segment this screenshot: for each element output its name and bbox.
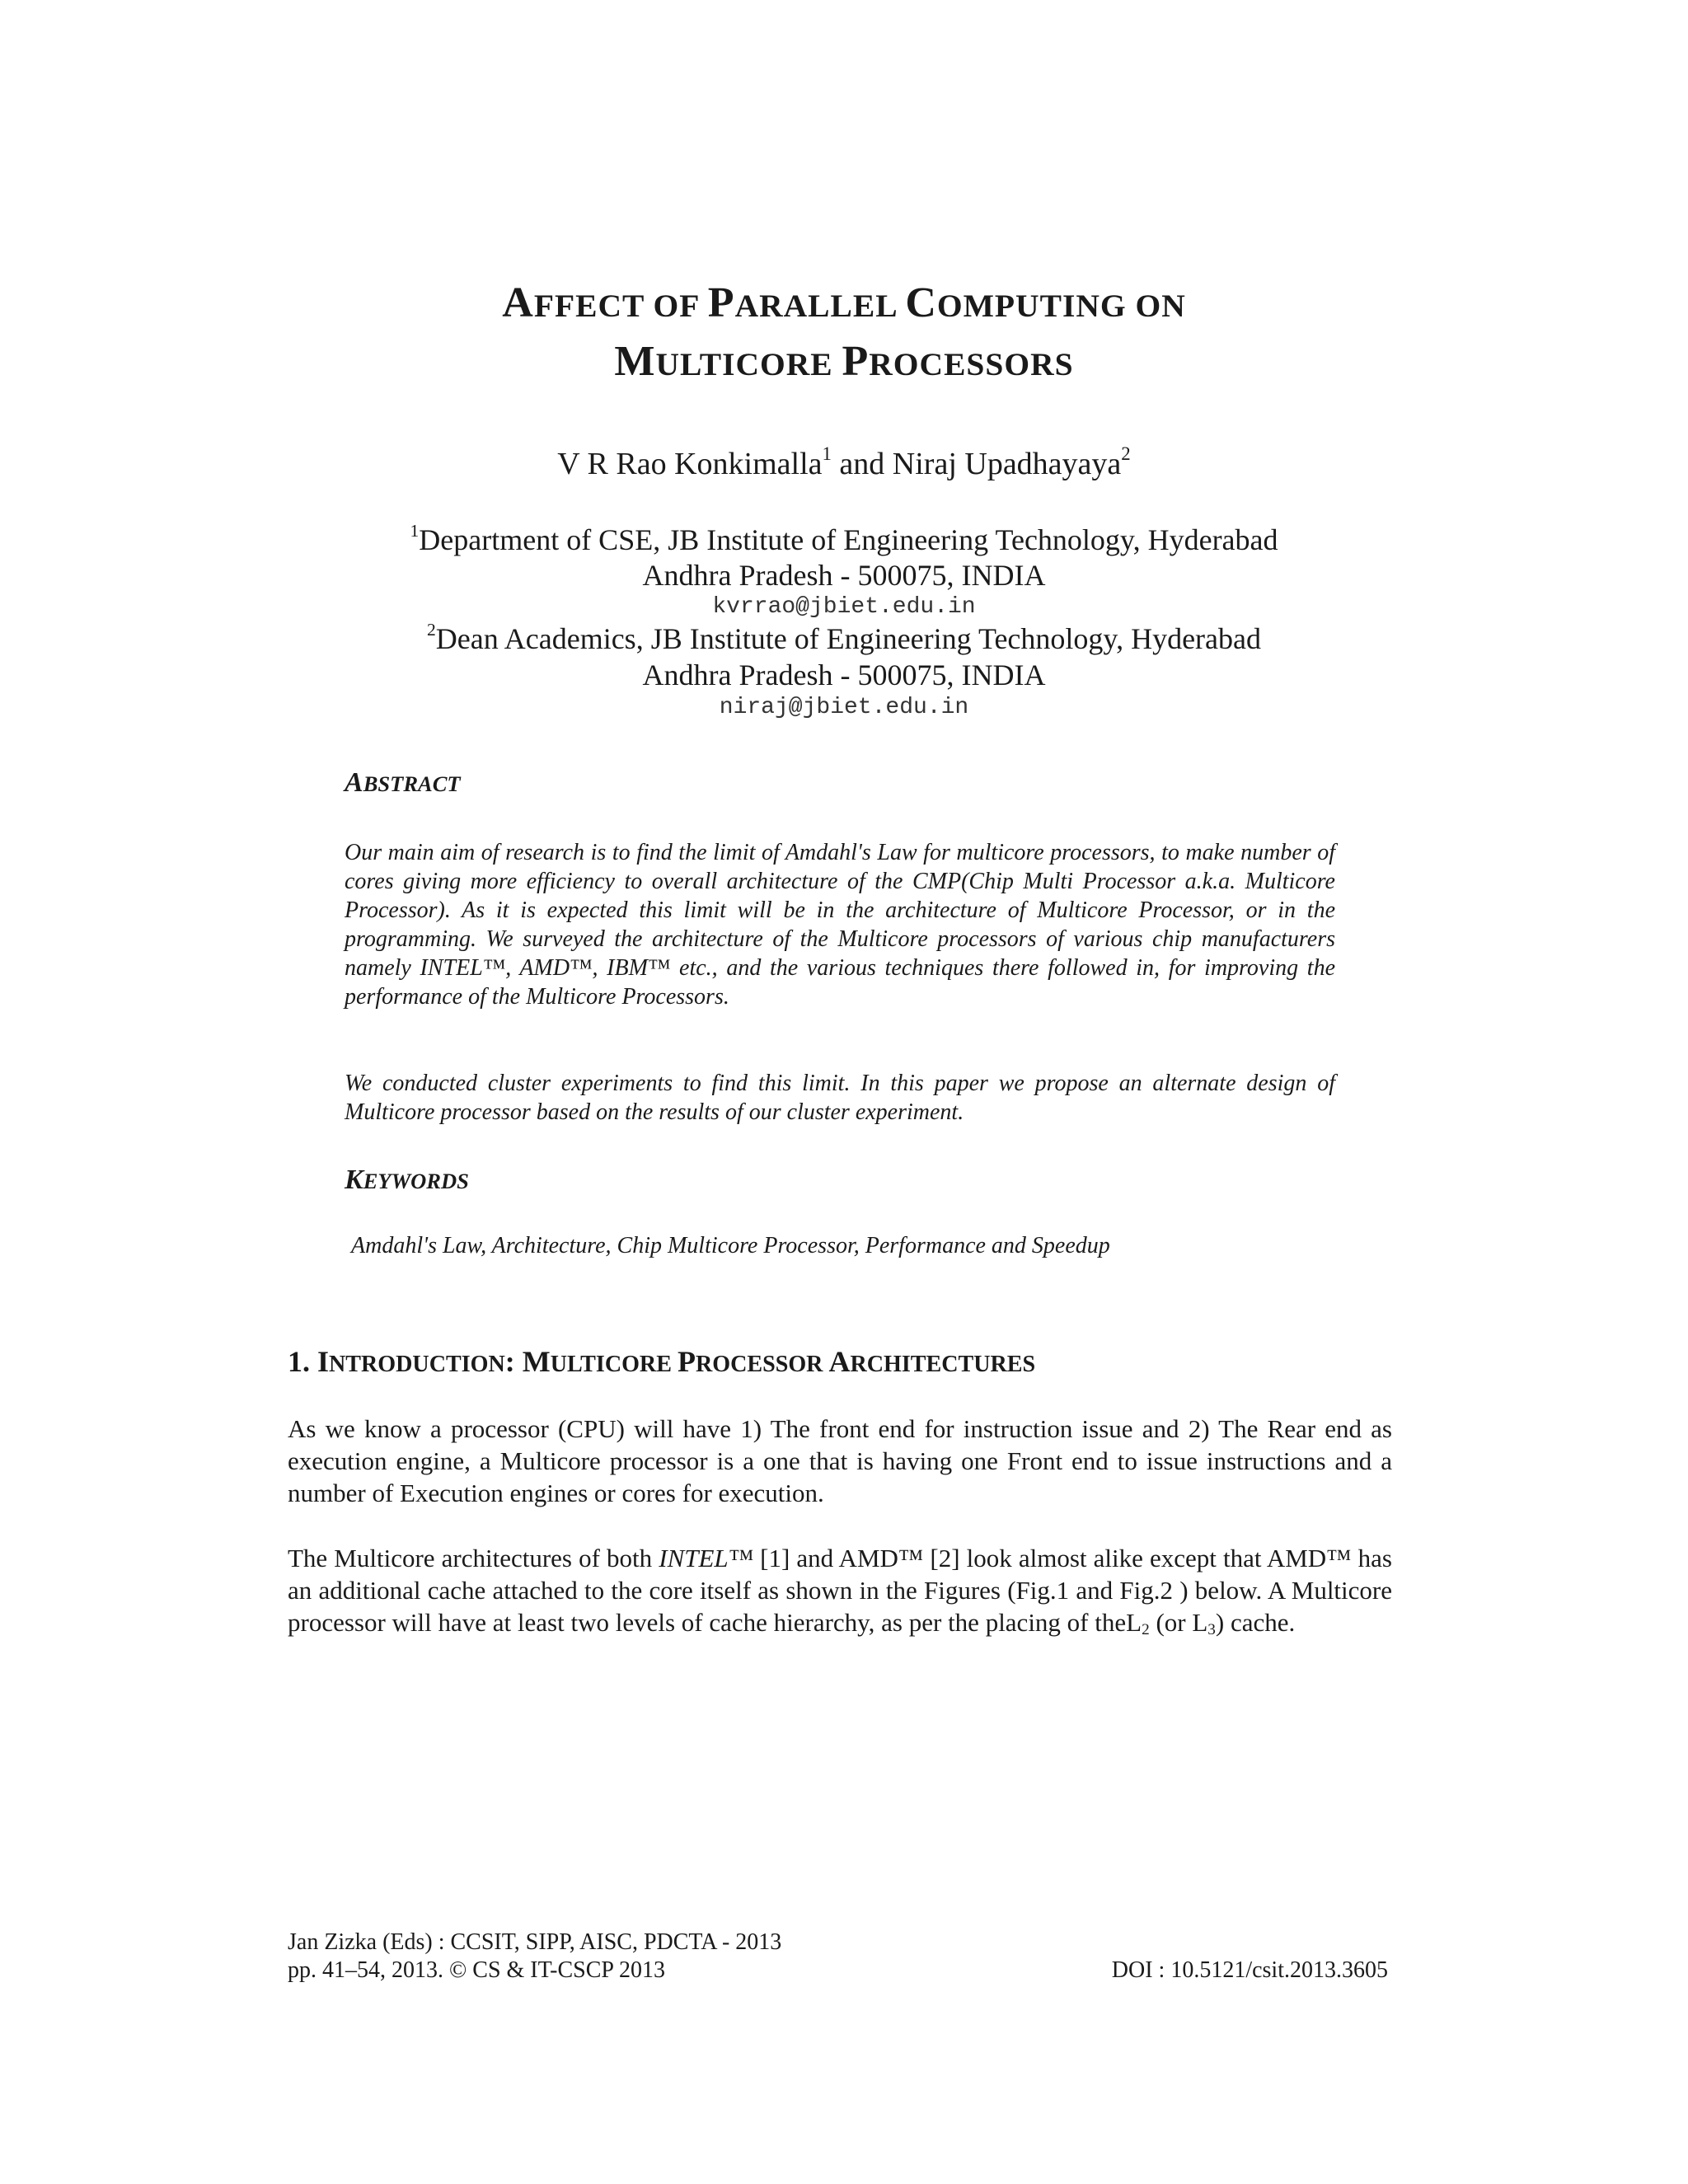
introduction-paragraph-1: As we know a processor (CPU) will have 1) The front end for instruction issue and 2) The Rear end as execution engine, a Multicore processor is a one that is having one Front end to issue instructions and a number of Execution engines or cores for execution. <box>288 1414 1392 1507</box>
abstract-paragraph-1: Our main aim of research is to find the limit of Amdahl's Law for multicore processors, to make number of cores giving more efficiency to overall architecture of the CMP(Chip Multi Processor a.k.a. Multicore Processor). As it is expected this limit will be in the architecture of Multicore Processor, or in the programming. We surveyed the architecture of the Multicore processors of various chip manufacturers namely INTEL™, AMD™, IBM™ etc., and the various techniques there followed in, for improving the performance of the Multicore Processors. <box>345 840 1335 1010</box>
author-name: V R Rao Konkimalla <box>557 447 823 481</box>
affiliation-1-line-1: $^1$Department of CSE, JB Institute of Engineering Technology, Hyderabad <box>410 520 1278 556</box>
affiliation-2-email[interactable]: niraj@jbiet.edu.in <box>719 695 969 720</box>
abstract-paragraph-2: We conducted cluster experiments to find this limit. In this paper we propose an alternate design of Multicore processor based on the results of our cluster experiment. <box>345 1071 1335 1125</box>
affiliation-2-line-1: $^2$Dean Academics, JB Institute of Engineering Technology, Hyderabad <box>427 619 1261 655</box>
affiliation-1-email[interactable]: kvrrao@jbiet.edu.in <box>712 594 976 620</box>
author-name: Niraj Upadhayaya <box>892 447 1122 481</box>
affiliation-2-line-2: Andhra Pradesh - 500075, INDIA <box>642 658 1046 691</box>
affiliation-1-line-2: Andhra Pradesh - 500075, INDIA <box>642 559 1046 592</box>
paper-title-line-2: MULTICORE PROCESSORS <box>614 338 1074 385</box>
keywords-text: Amdahl's Law, Architecture, Chip Multicore Processor, Performance and Speedup <box>351 1233 1110 1258</box>
footer-doi[interactable]: DOI : 10.5121/csit.2013.3605 <box>1111 1957 1388 1983</box>
footer-proceedings: Jan Zizka (Eds) : CCSIT, SIPP, AISC, PDCTA - 2013 <box>288 1929 782 1955</box>
footer-pages-copyright: pp. 41–54, 2013. © CS & IT-CSCP 2013 <box>288 1957 665 1983</box>
introduction-paragraph-2: The Multicore architectures of both INTEL™ [1] and AMD™ [2] look almost alike except that AMD™ has an additional cache attached to the core itself as shown in the Figures (Fig.1 and Fig.2 ) below. A Multicore processor will have at least two levels of cache hierarchy, as per the placing of theL$_2$ (or $L_3$) cache. <box>288 1544 1392 1638</box>
introduction-heading: 1. INTRODUCTION: MULTICORE PROCESSOR ARCHITECTURES <box>288 1345 1036 1378</box>
paper-title-line-1: AFFECT OF PARALLEL COMPUTING ON <box>502 279 1186 326</box>
keywords-heading: KEYWORDS <box>345 1165 469 1195</box>
author-line: V R Rao Konkimalla$^1$ and Niraj Upadhayaya$^2$ <box>557 443 1131 481</box>
abstract-heading: ABSTRACT <box>345 767 461 798</box>
